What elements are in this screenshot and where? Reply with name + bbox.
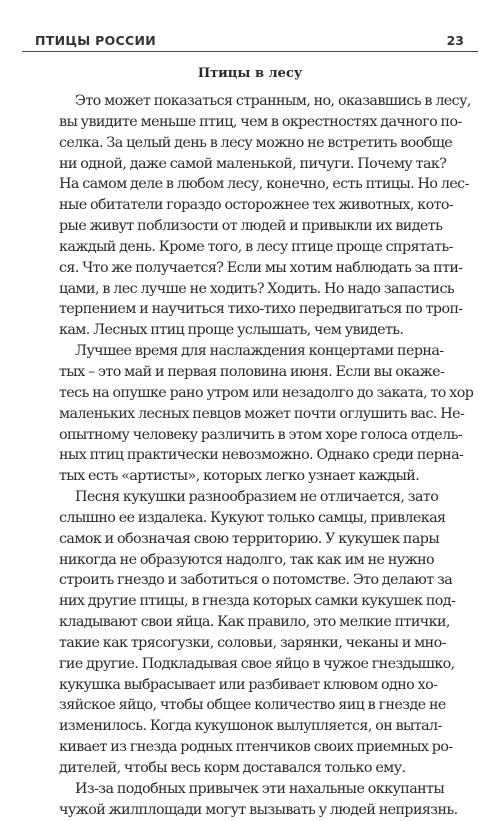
section-title: Птицы в лесу bbox=[197, 66, 303, 81]
text-line: тых есть «артисты», которых легко узнает каждый. bbox=[59, 468, 420, 485]
text-line: кивает из гнезда родных птенчиков своих приемных ро- bbox=[59, 739, 453, 756]
text-line: тых – это май и первая половина июня. Если вы окаже- bbox=[59, 363, 445, 380]
text-line: них другие птицы, в гнезда которых самки кукушек под- bbox=[59, 593, 456, 610]
text-line: ных птиц практически невозможно. Однако среди перна- bbox=[59, 447, 464, 464]
text-line: ни одной, даже самой маленькой, пичуги. Почему так? bbox=[59, 155, 447, 172]
text-line: кладывают свои яйца. Как правило, это мелкие птички, bbox=[59, 614, 450, 631]
text-line: слышно ее издалека. Кукуют только самцы, привлекая bbox=[59, 509, 446, 526]
text-line: Из-за подобных привычек эти нахальные оккупанты bbox=[75, 780, 445, 797]
text-line: чужой жилплощади могут вызывать у людей неприязнь. bbox=[59, 801, 458, 818]
text-line: маленьких лесных певцов может почти оглушить вас. Не- bbox=[59, 405, 465, 422]
running-title: ПТИЦЫ РОССИИ bbox=[35, 33, 157, 48]
text-line: изменилось. Когда кукушонок вылупляется, он вытал- bbox=[59, 718, 442, 735]
page-number: 23 bbox=[446, 33, 464, 48]
text-line: ные обитатели гораздо осторожнее тех животных, кото- bbox=[59, 197, 454, 214]
body-text bbox=[59, 91, 474, 821]
text-line: Песня кукушки разнообразием не отличается, зато bbox=[75, 489, 439, 506]
text-line: цами, в лес лучше не ходить? Ходить. Но надо запастись bbox=[59, 280, 455, 297]
text-line: строить гнездо и заботиться о потомстве. Это делают за bbox=[59, 572, 453, 589]
text-line: рые живут поблизости от людей и привыкли их видеть bbox=[59, 218, 443, 235]
text-line: Это может показаться странным, но, оказавшись в лесу, bbox=[75, 93, 471, 109]
text-line: терпением и научиться тихо-тихо передвигаться по троп- bbox=[59, 301, 463, 318]
text-line: вы увидите меньше птиц, чем в окрестностях дачного по- bbox=[59, 113, 462, 130]
text-line: селка. За целый день в лесу можно не встретить вообще bbox=[59, 134, 453, 151]
text-line: Лучшее время для наслаждения концертами перна- bbox=[75, 343, 444, 360]
text-line: такие как трясогузки, соловьи, зарянки, чеканы и мно- bbox=[59, 634, 446, 651]
text-line: опытному человеку различить в этом хоре голоса отдель- bbox=[59, 426, 462, 443]
text-line: каждый день. Кроме того, в лесу птице проще спрятать- bbox=[59, 238, 453, 255]
running-header bbox=[22, 27, 478, 52]
text-line: никогда не образуются надолго, так как им не нужно bbox=[59, 551, 435, 568]
text-line: кам. Лесных птиц проще услышать, чем увидеть. bbox=[59, 322, 404, 339]
text-line: На самом деле в любом лесу, конечно, есть птицы. Но лес- bbox=[59, 176, 469, 193]
text-line: кукушка выбрасывает или разбивает клювом одно хо- bbox=[59, 676, 438, 693]
text-line: тесь на опушке рано утром или незадолго до заката, то хор bbox=[59, 384, 474, 401]
text-line: зяйское яйцо, чтобы общее количество яиц в гнезде не bbox=[59, 697, 446, 714]
text-line: самок и обозначая свою территорию. У кукушек пары bbox=[59, 530, 440, 547]
text-line: дителей, чтобы весь корм доставался только ему. bbox=[59, 760, 406, 776]
text-line: ся. Что же получается? Если мы хотим наблюдать за пти- bbox=[59, 259, 463, 276]
text-line: гие другие. Подкладывая свое яйцо в чужое гнездышко, bbox=[59, 655, 455, 672]
